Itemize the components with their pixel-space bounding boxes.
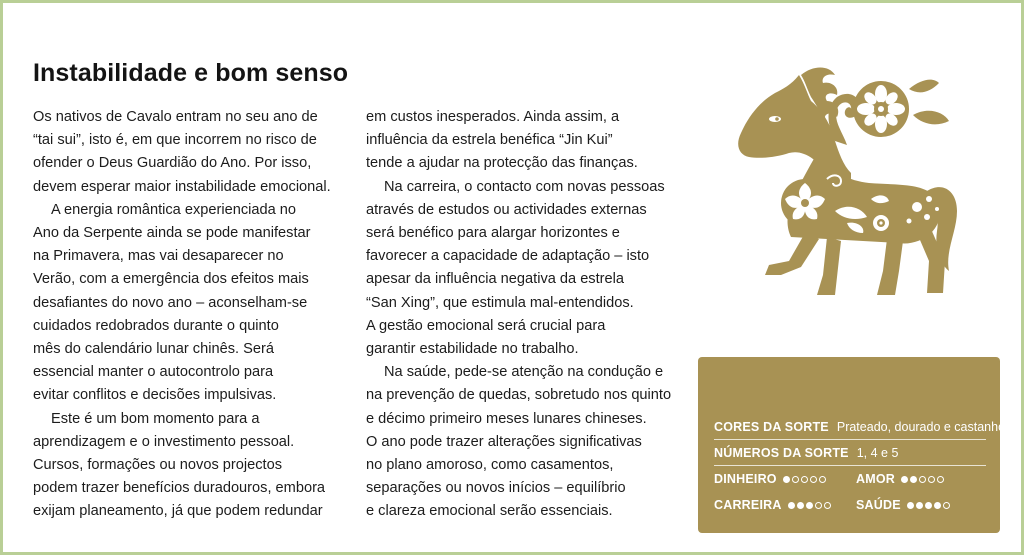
- text-line: apesar da influência negativa da estrela: [366, 271, 624, 288]
- text-line: separações ou novos inícios – equilíbrio: [366, 480, 626, 497]
- text-line: podem trazer benefícios duradouros, embora: [33, 480, 326, 497]
- paragraph: [33, 106, 338, 199]
- text-line: na Primavera, mas vai desaparecer no: [33, 248, 284, 265]
- text-line: tende a ajudar na protecção das finanças.: [366, 155, 638, 172]
- text-line: essencial manter o autocontrolo para: [33, 364, 274, 381]
- rating-label: DINHEIRO: [714, 472, 777, 486]
- rating-dinheiro: [714, 467, 826, 491]
- text-line: evitar conflitos e decisões impulsivas.: [33, 387, 277, 404]
- rating-dots: [783, 476, 826, 483]
- text-line: Na carreira, o contacto com novas pessoas: [384, 178, 665, 195]
- empty-dot-icon: [919, 476, 926, 483]
- article-column-2: [366, 106, 672, 524]
- filled-dot-icon: [901, 476, 908, 483]
- filled-dot-icon: [788, 502, 795, 509]
- lucky-colors-label: CORES DA SORTE: [714, 420, 829, 434]
- lucky-numbers-row: [714, 441, 986, 466]
- text-line: e clareza emocional serão essenciais.: [366, 503, 613, 520]
- rating-amor: [856, 467, 944, 491]
- text-line: favorecer a capacidade de adaptação – isto: [366, 248, 650, 265]
- empty-dot-icon: [928, 476, 935, 483]
- text-line: exijam planeamento, já que podem redundar: [33, 503, 323, 520]
- text-line: será benéfico para alargar horizontes e: [366, 225, 620, 242]
- filled-dot-icon: [907, 502, 914, 509]
- text-line: “San Xing”, que estimula mal-entendidos.: [366, 294, 634, 311]
- text-line: no plano amoroso, como casamentos,: [366, 457, 614, 474]
- luck-box: [698, 357, 1006, 533]
- rating-dots: [907, 502, 950, 509]
- text-line: A gestão emocional será crucial para: [366, 317, 606, 334]
- paragraph: [33, 408, 338, 524]
- text-line: devem esperar maior instabilidade emocional.: [33, 178, 331, 195]
- filled-dot-icon: [797, 502, 804, 509]
- rating-saúde: [856, 493, 950, 517]
- text-line: Este é um bom momento para a: [51, 410, 260, 427]
- text-line: influência da estrela benéfica “Jin Kui”: [366, 132, 613, 149]
- text-line: na prevenção de quedas, sobretudo nos quinto: [366, 387, 672, 404]
- rating-dots: [901, 476, 944, 483]
- paragraph: [366, 106, 666, 176]
- rating-label: AMOR: [856, 472, 895, 486]
- text-line: O ano pode trazer alterações significativas: [366, 433, 642, 450]
- filled-dot-icon: [910, 476, 917, 483]
- paragraph: [366, 176, 666, 362]
- text-line: em custos inesperados. Ainda assim, a: [366, 109, 620, 125]
- article-title: Instabilidade e bom senso: [33, 59, 349, 87]
- empty-dot-icon: [801, 476, 808, 483]
- text-line: Na saúde, pede-se atenção na condução e: [384, 364, 664, 381]
- text-line: Os nativos de Cavalo entram no seu ano de: [33, 109, 318, 125]
- lucky-colors-row: [714, 415, 1006, 440]
- rating-carreira: [714, 493, 831, 517]
- empty-dot-icon: [792, 476, 799, 483]
- text-line: mês do calendário lunar chinês. Será: [33, 341, 274, 358]
- text-line: ofender o Deus Guardião do Ano. Por isso,: [33, 155, 312, 172]
- text-line: através de estudos ou actividades externas: [366, 201, 647, 218]
- horse-papercut-icon: [731, 61, 963, 301]
- filled-dot-icon: [934, 502, 941, 509]
- article-column-1: [33, 106, 338, 524]
- paragraph: [366, 361, 672, 523]
- paragraph: [33, 199, 338, 408]
- filled-dot-icon: [806, 502, 813, 509]
- rating-dots: [788, 502, 831, 509]
- lucky-numbers-label: NÚMEROS DA SORTE: [714, 446, 849, 460]
- text-line: desafiantes do novo ano – aconselham-se: [33, 294, 308, 311]
- empty-dot-icon: [937, 476, 944, 483]
- text-line: e décimo primeiro meses lunares chineses.: [366, 410, 647, 427]
- text-line: Ano da Serpente ainda se pode manifestar: [33, 225, 311, 242]
- rating-label: CARREIRA: [714, 498, 782, 512]
- empty-dot-icon: [943, 502, 950, 509]
- rating-label: SAÚDE: [856, 498, 901, 512]
- filled-dot-icon: [783, 476, 790, 483]
- empty-dot-icon: [815, 502, 822, 509]
- filled-dot-icon: [925, 502, 932, 509]
- text-line: Cursos, formações ou novos projectos: [33, 457, 283, 474]
- text-line: garantir estabilidade no trabalho.: [366, 341, 579, 358]
- filled-dot-icon: [916, 502, 923, 509]
- text-line: A energia romântica experienciada no: [51, 201, 297, 218]
- text-line: aprendizagem e o investimento pessoal.: [33, 433, 295, 450]
- text-line: “tai sui”, isto é, em que incorrem no risco de: [33, 132, 317, 149]
- text-line: Verão, com a emergência dos efeitos mais: [33, 271, 309, 288]
- text-line: cuidados redobrados durante o quinto: [33, 317, 279, 334]
- empty-dot-icon: [819, 476, 826, 483]
- lucky-numbers-value: 1, 4 e 5: [856, 446, 899, 460]
- lucky-colors-value: Prateado, dourado e castanho: [836, 420, 1006, 434]
- empty-dot-icon: [810, 476, 817, 483]
- empty-dot-icon: [824, 502, 831, 509]
